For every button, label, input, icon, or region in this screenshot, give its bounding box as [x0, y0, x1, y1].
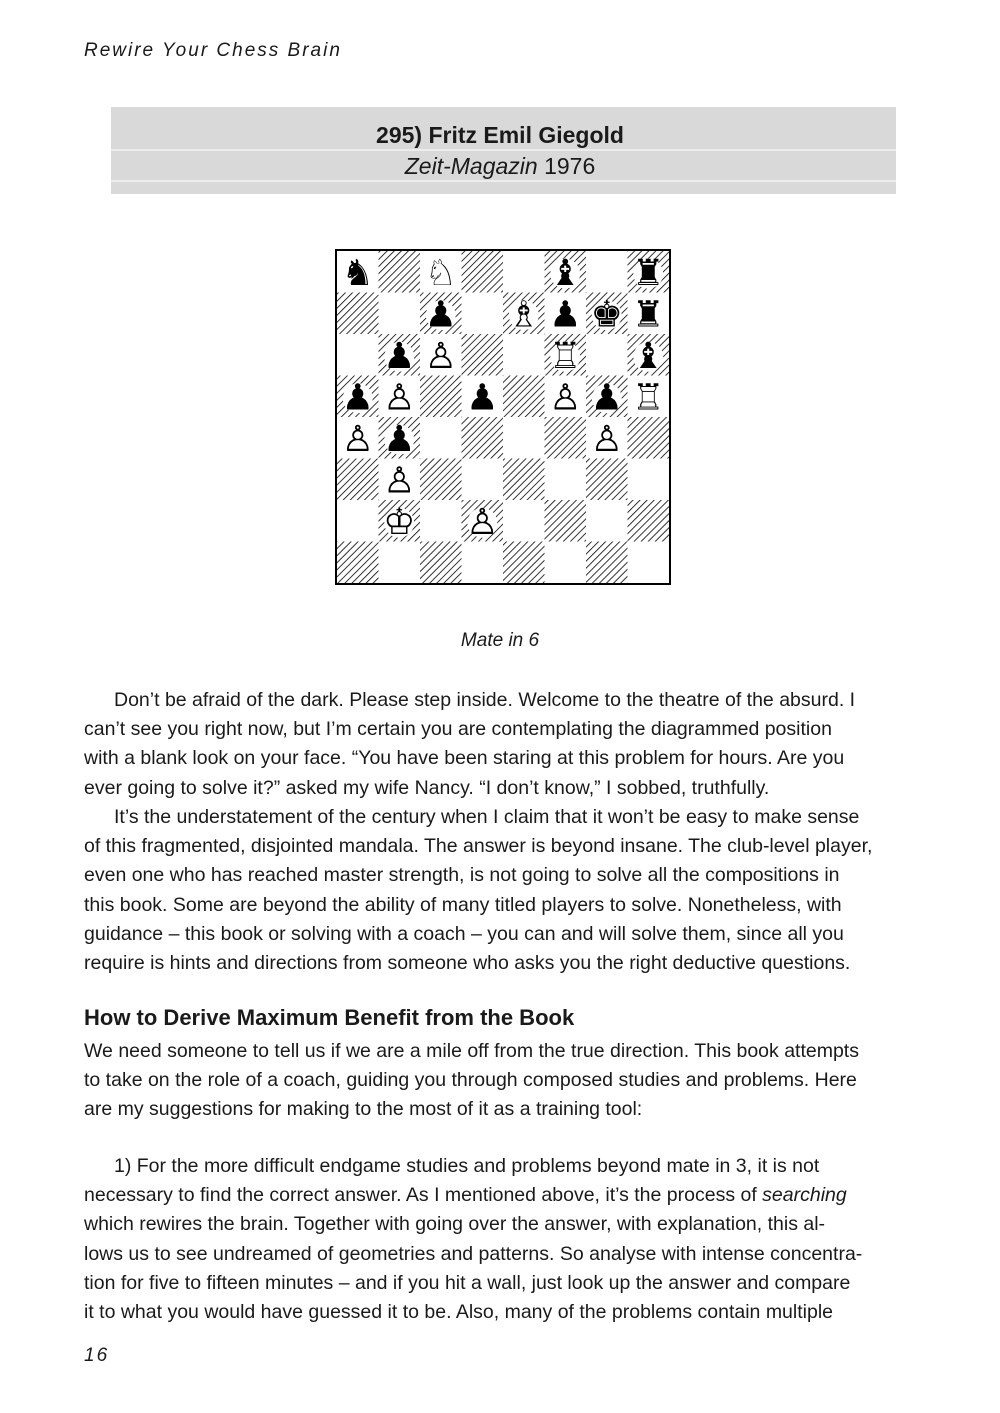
chess-diagram	[335, 249, 671, 585]
stipulation: Mate in 6	[460, 630, 540, 651]
black-pawn-icon: ♟	[424, 294, 457, 336]
chess-board	[337, 251, 669, 583]
dark-square	[503, 542, 545, 584]
light-square	[628, 542, 670, 584]
text-line: ever going to solve it?” asked my wife Nancy. “I don’t know,” I sobbed, truthfully.	[84, 776, 770, 799]
dark-square	[462, 251, 504, 293]
dark-square	[337, 293, 379, 335]
text-line: this book. Some are beyond the ability of many titled players to solve. Nonetheless, with	[84, 893, 842, 916]
light-square	[503, 500, 545, 542]
text-line: which rewires the brain. Together with going over the answer, with explanation, this al-	[84, 1213, 826, 1236]
dark-square	[379, 251, 421, 293]
problem-title-box	[111, 107, 896, 194]
light-square	[503, 334, 545, 376]
section-heading: How to Derive Maximum Benefit from the Book	[84, 1005, 575, 1030]
light-square	[586, 334, 628, 376]
dark-square	[420, 376, 462, 418]
text-line: with a blank look on your face. “You have been staring at this problem for hours. Are you	[84, 747, 845, 770]
dark-square	[628, 500, 670, 542]
text-line: even one who has reached master strength, is not going to solve all the compositions in	[84, 864, 840, 887]
dark-square	[628, 417, 670, 459]
text-line: to take on the role of a coach, guiding you through composed studies and problems. Here	[84, 1069, 857, 1092]
light-square	[379, 542, 421, 584]
text-line: We need someone to tell us if we are a mile off from the true direction. This book attempts	[84, 1040, 859, 1062]
light-square	[503, 251, 545, 293]
black-rook-icon: ♜	[632, 294, 665, 336]
black-pawn-icon: ♟	[341, 377, 374, 419]
dark-square	[545, 417, 587, 459]
dark-square	[337, 459, 379, 501]
light-square	[462, 293, 504, 335]
source-magazine: Zeit-Magazin	[404, 153, 538, 179]
white-pawn-icon: ♙	[424, 335, 457, 377]
paragraph-3	[84, 1037, 924, 1125]
light-square	[420, 500, 462, 542]
black-pawn-icon: ♟	[590, 377, 623, 419]
dark-square	[586, 459, 628, 501]
source-year: 1976	[544, 153, 596, 179]
light-square	[462, 459, 504, 501]
text-fragment: necessary to find the correct answer. As I mentioned above, it’s the process of	[84, 1184, 763, 1207]
text-line	[84, 1181, 924, 1210]
dark-square	[586, 542, 628, 584]
white-knight-icon: ♘	[424, 252, 457, 294]
text-line: can’t see you right now, but I’m certain you are contemplating the diagrammed position	[84, 718, 832, 741]
white-king-icon: ♔	[383, 501, 416, 543]
dark-square	[462, 334, 504, 376]
dark-square	[503, 376, 545, 418]
text-line: require is hints and directions from someone who asks you the right deductive questions.	[84, 952, 851, 975]
text-line: Don’t be afraid of the dark. Please step inside. Welcome to the theatre of the absurd. I	[114, 689, 856, 711]
black-pawn-icon: ♟	[383, 335, 416, 377]
dark-square	[420, 459, 462, 501]
white-rook-icon: ♖	[549, 335, 582, 377]
running-head: Rewire Your Chess Brain	[84, 40, 342, 61]
white-pawn-icon: ♙	[383, 460, 416, 502]
text-line: it to what you would have guessed it to be. Also, many of the problems contain multiple	[84, 1301, 834, 1324]
light-square	[586, 500, 628, 542]
white-pawn-icon: ♙	[590, 418, 623, 460]
text-line: It’s the understatement of the century when I claim that it won’t be easy to make sense	[114, 806, 860, 828]
light-square	[420, 417, 462, 459]
white-pawn-icon: ♙	[466, 501, 499, 543]
dark-square	[545, 500, 587, 542]
paragraph-1	[84, 686, 924, 803]
white-rook-icon: ♖	[632, 377, 665, 419]
dark-square	[337, 542, 379, 584]
light-square	[586, 251, 628, 293]
text-line: guidance – this book or solving with a coach – you can and will solve them, since all you	[84, 922, 844, 945]
dark-square	[420, 542, 462, 584]
problem-source	[0, 153, 1000, 180]
black-rook-icon: ♜	[632, 252, 665, 294]
paragraph-4	[84, 1152, 924, 1327]
black-knight-icon: ♞	[341, 252, 374, 294]
white-pawn-icon: ♙	[549, 377, 582, 419]
light-square	[462, 542, 504, 584]
page-number: 16	[84, 1345, 110, 1366]
light-square	[545, 459, 587, 501]
white-pawn-icon: ♙	[341, 418, 374, 460]
light-square	[545, 542, 587, 584]
black-pawn-icon: ♟	[549, 294, 582, 336]
emphasis-searching: searching	[762, 1184, 847, 1207]
light-square	[337, 500, 379, 542]
black-bishop-icon: ♝	[549, 252, 582, 294]
light-square	[337, 334, 379, 376]
light-square	[503, 417, 545, 459]
text-line: tion for five to fifteen minutes – and if you hit a wall, just look up the answer and compare	[84, 1271, 851, 1294]
black-pawn-icon: ♟	[466, 377, 499, 419]
text-line: 1) For the more difficult endgame studies and problems beyond mate in 3, it is not	[114, 1155, 820, 1177]
white-bishop-icon: ♗	[507, 294, 540, 336]
text-line: of this fragmented, disjointed mandala. The answer is beyond insane. The club-level player,	[84, 835, 873, 858]
problem-title: 295) Fritz Emil Giegold	[376, 122, 624, 148]
black-king-icon: ♚	[590, 294, 623, 336]
text-line: are my suggestions for making to the most of it as a training tool:	[84, 1098, 643, 1121]
text-line: lows us to see undreamed of geometries and patterns. So analyse with intense concentra-	[84, 1242, 863, 1265]
light-square	[379, 293, 421, 335]
black-pawn-icon: ♟	[383, 418, 416, 460]
paragraph-2	[84, 803, 924, 978]
dark-square	[462, 417, 504, 459]
white-pawn-icon: ♙	[383, 377, 416, 419]
black-bishop-icon: ♝	[632, 335, 665, 377]
dark-square	[503, 459, 545, 501]
light-square	[628, 459, 670, 501]
